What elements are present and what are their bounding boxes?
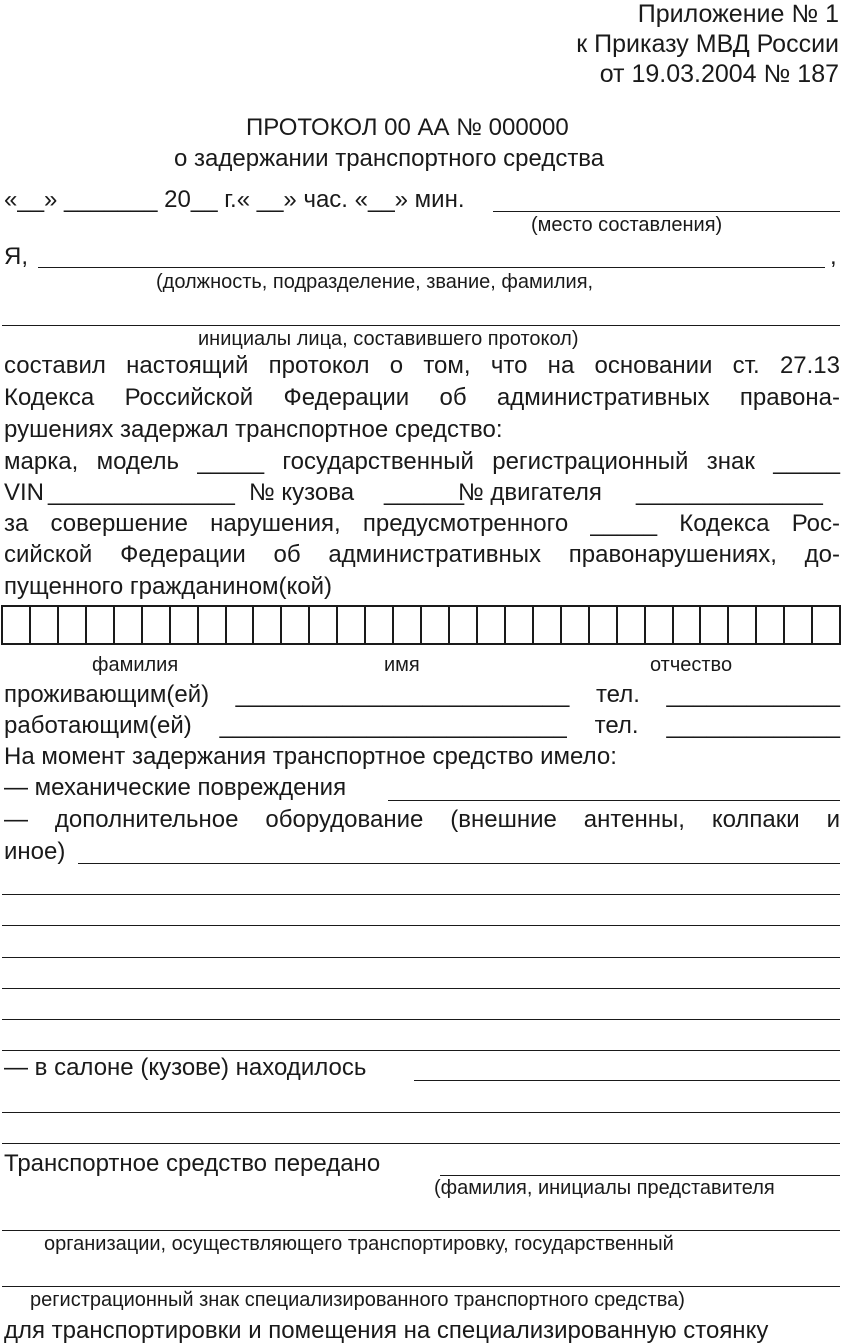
protocol-title: ПРОТОКОЛ 00 АА № 000000	[246, 114, 569, 141]
name-letter-cell[interactable]	[674, 607, 702, 643]
name-letter-cell[interactable]	[785, 607, 813, 643]
transfer-hint-2: организации, осуществляющего транспортировку, государственный	[44, 1233, 674, 1255]
equipment-field[interactable]	[78, 863, 840, 864]
officer-hint-1: (должность, подразделение, звание, фамилия,	[156, 271, 594, 293]
transfer-hint-1: (фамилия, инициалы представителя	[434, 1177, 775, 1199]
blank-line[interactable]	[2, 1019, 840, 1020]
order-label: к Приказу МВД России	[576, 30, 839, 58]
blank-line[interactable]	[2, 1112, 840, 1113]
name-letter-cell[interactable]	[534, 607, 562, 643]
name-letter-cell[interactable]	[254, 607, 282, 643]
name-letter-cell[interactable]	[310, 607, 338, 643]
transfer-field[interactable]	[440, 1175, 840, 1176]
offense-line-3: пущенного гражданином(кой)	[4, 573, 333, 600]
name-letter-cell[interactable]	[729, 607, 757, 643]
first-name-label: имя	[384, 654, 420, 676]
protocol-subject: о задержании транспортного средства	[174, 145, 605, 172]
name-letter-cell[interactable]	[701, 607, 729, 643]
name-letter-cell[interactable]	[590, 607, 618, 643]
name-letter-cell[interactable]	[646, 607, 674, 643]
blank-line[interactable]	[2, 1050, 840, 1051]
appendix-label: Приложение № 1	[637, 0, 839, 28]
name-letter-cell[interactable]	[366, 607, 394, 643]
name-letter-cell[interactable]	[506, 607, 534, 643]
name-letter-cell[interactable]	[143, 607, 171, 643]
name-letter-cell[interactable]	[31, 607, 59, 643]
name-letter-cell[interactable]	[171, 607, 199, 643]
paragraph-line-1: составил настоящий протокол о том, что на основании ст. 27.13	[4, 352, 840, 379]
place-field[interactable]	[493, 211, 840, 212]
name-letter-cell[interactable]	[59, 607, 87, 643]
transfer-purpose: для транспортировки и помещения на специализированную стоянку	[4, 1317, 769, 1344]
officer-field-2[interactable]	[2, 325, 840, 326]
body-number-field[interactable]: ______	[384, 479, 465, 506]
paragraph-line-3: рушениях задержал транспортное средство:	[4, 416, 503, 443]
blank-line[interactable]	[2, 894, 840, 895]
name-letter-cell[interactable]	[3, 607, 31, 643]
officer-hint-2: инициалы лица, составившего протокол)	[198, 328, 579, 350]
transfer-field-3[interactable]	[2, 1286, 840, 1287]
name-letter-cell[interactable]	[338, 607, 366, 643]
offense-line-1[interactable]: за совершение нарушения, предусмотренного _____ Кодекса Рос-	[4, 510, 840, 537]
damage-field[interactable]	[388, 800, 840, 801]
workplace-line[interactable]: работающим(ей) __________________________ тел. _____________	[4, 712, 840, 739]
blank-line[interactable]	[2, 957, 840, 958]
transfer-label: Транспортное средство передано	[4, 1150, 381, 1177]
blank-line[interactable]	[2, 1143, 840, 1144]
cabin-contents-label: — в салоне (кузове) находилось	[4, 1054, 367, 1081]
name-letter-cell[interactable]	[199, 607, 227, 643]
transfer-field-2[interactable]	[2, 1230, 840, 1231]
name-letter-cell[interactable]	[394, 607, 422, 643]
officer-field[interactable]	[38, 267, 825, 268]
name-letter-cell[interactable]	[450, 607, 478, 643]
name-letter-cell[interactable]	[227, 607, 255, 643]
name-letter-cell[interactable]	[757, 607, 785, 643]
paragraph-line-2: Кодекса Российской Федерации об административных правона-	[4, 384, 840, 411]
vin-field[interactable]: ______________	[48, 479, 235, 506]
name-letter-cell[interactable]	[618, 607, 646, 643]
condition-intro: На момент задержания транспортное средство имело:	[4, 743, 617, 770]
name-letter-cell[interactable]	[115, 607, 143, 643]
body-number-label: № кузова	[249, 479, 355, 506]
name-letter-cell[interactable]	[562, 607, 590, 643]
vin-label: VIN	[4, 479, 45, 506]
date-time-line[interactable]: «__» _______ 20__ г.« __» час. «__» мин.	[4, 186, 465, 213]
equipment-line-2: иное)	[4, 838, 66, 865]
equipment-line-1: — дополнительное оборудование (внешние антенны, колпаки и	[4, 806, 840, 833]
cabin-contents-field[interactable]	[414, 1080, 840, 1081]
patronymic-label: отчество	[650, 654, 733, 676]
damage-label: — механические повреждения	[4, 774, 347, 801]
blank-line[interactable]	[2, 988, 840, 989]
name-letter-cell[interactable]	[282, 607, 310, 643]
offense-line-2: сийской Федерации об административных правонарушениях, до-	[4, 541, 840, 568]
name-letter-cell[interactable]	[87, 607, 115, 643]
officer-prefix: Я,	[4, 243, 28, 270]
order-date: от 19.03.2004 № 187	[599, 60, 839, 88]
place-hint: (место составления)	[531, 214, 723, 236]
surname-label: фамилия	[92, 654, 179, 676]
transfer-hint-3: регистрационный знак специализированного транспортного средства)	[30, 1289, 685, 1311]
engine-number-label: № двигателя	[458, 479, 602, 506]
officer-comma: ,	[830, 243, 837, 270]
name-letter-grid[interactable]	[1, 605, 841, 645]
residence-line[interactable]: проживающим(ей) _________________________ тел. _____________	[4, 681, 840, 708]
engine-number-field[interactable]: ______________	[636, 479, 823, 506]
name-letter-cell[interactable]	[813, 607, 839, 643]
vehicle-model-line[interactable]: марка, модель _____ государственный регистрационный знак _____	[4, 448, 840, 475]
name-letter-cell[interactable]	[478, 607, 506, 643]
name-letter-cell[interactable]	[422, 607, 450, 643]
blank-line[interactable]	[2, 925, 840, 926]
